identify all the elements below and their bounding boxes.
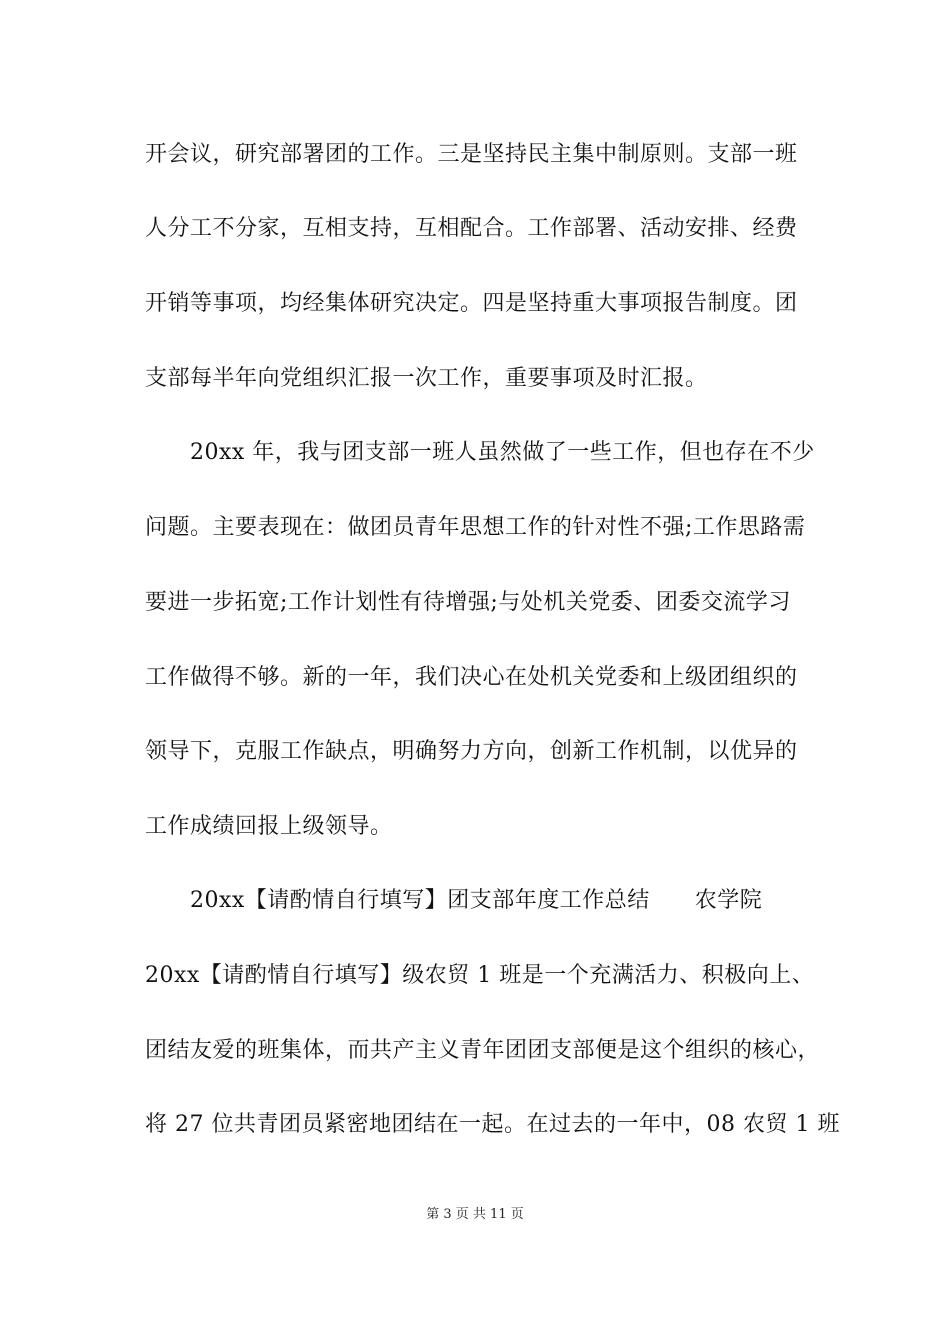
text-line: 工作成绩回报上级领导。 [145, 814, 393, 839]
section-heading-line: 20xx【请酌情自行填写】团支部年度工作总结 农学院 [190, 888, 763, 913]
page-number-footer: 第 3 页 共 11 页 [426, 1207, 524, 1222]
text-line: 支部每半年向党组织汇报一次工作，重要事项及时汇报。 [145, 366, 708, 391]
text-line: 20xx【请酌情自行填写】级农贸 1 班是一个充满活力、积极向上、 [145, 963, 815, 988]
text-line: 团结友爱的班集体，而共产主义青年团团支部便是这个组织的核心， [145, 1038, 821, 1063]
text-line: 开销等事项，均经集体研究决定。四是坚持重大事项报告制度。团 [145, 291, 798, 316]
text-line: 问题。主要表现在：做团员青年思想工作的针对性不强;工作思路需 [145, 515, 806, 540]
text-line: 人分工不分家，互相支持，互相配合。工作部署、活动安排、经费 [145, 216, 798, 241]
text-line: 要进一步拓宽;工作计划性有待增强;与处机关党委、团委交流学习 [145, 590, 791, 615]
text-line: 工作做得不够。新的一年，我们决心在处机关党委和上级团组织的 [145, 665, 798, 690]
text-line: 领导下，克服工作缺点，明确努力方向，创新工作机制，以优异的 [145, 739, 798, 764]
text-line: 将 27 位共青团员紧密地团结在一起。在过去的一年中，08 农贸 1 班 [145, 1112, 840, 1137]
text-line: 开会议，研究部署团的工作。三是坚持民主集中制原则。支部一班 [145, 142, 798, 167]
paragraph-first-line: 20xx 年，我与团支部一班人虽然做了一些工作，但也存在不少 [190, 440, 815, 465]
